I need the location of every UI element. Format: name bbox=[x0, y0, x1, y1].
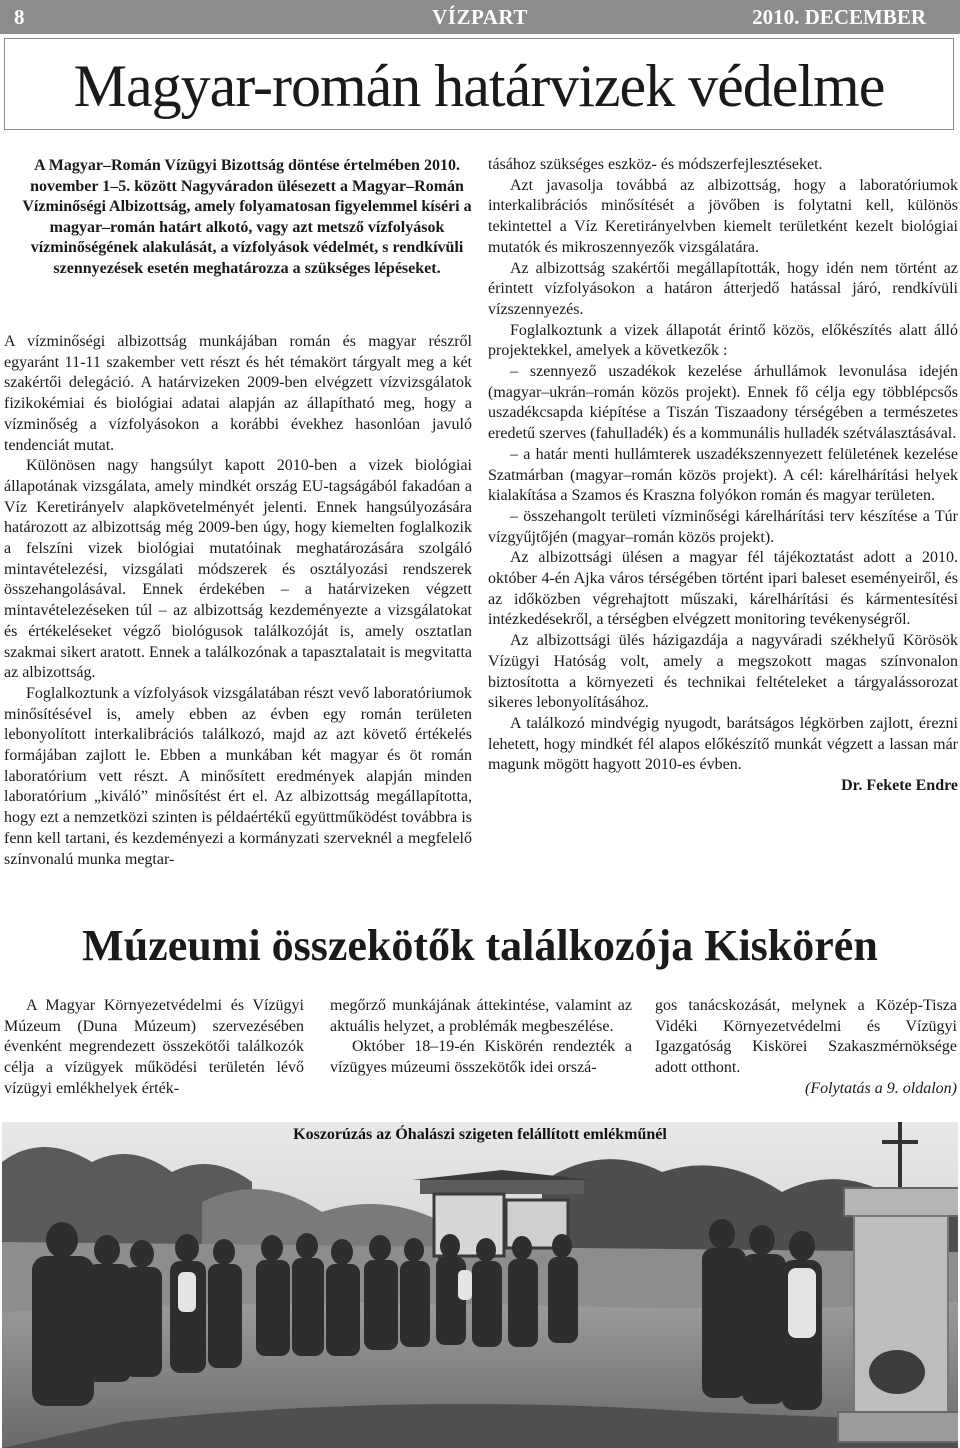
article-2-title: Múzeumi összekötők találkozója Kiskörén bbox=[82, 921, 878, 970]
paragraph: – a határ menti hullámterek uszadékszennyezett felületének kezelése Szatmárban (magyar–román közös projekt). A cél: kárelhárítási helyek kialakítása a Szamos és Kraszna folyókon román és magyar területen. bbox=[488, 445, 958, 505]
paragraph: Foglalkoztunk a vizek állapotát érintő közös, előkészítés alatt álló projektekkel, amelyek a következők : bbox=[488, 321, 958, 360]
article-author: Dr. Fekete Endre bbox=[841, 777, 958, 795]
paragraph: Október 18–19-én Kiskörén rendezték a vízügyes múzeumi összekötők idei orszá- bbox=[330, 1038, 632, 1077]
photo-illustration bbox=[2, 1122, 958, 1448]
page-number: 8 bbox=[14, 5, 25, 29]
paragraph: Azt javasolja továbbá az albizottság, hogy a laboratóriumok interkalibrációs minősítését a jövőben is folytatni kell, különös tekintettel a Víz Keretirányelvben kiemelt területként kezelt biológiai mutatók és mikroszennyezők vizsgálatára. bbox=[488, 176, 958, 256]
paragraph: Az albizottsági ülés házigazdája a nagyváradi székhelyű Körösök Vízügyi Hatóság volt, amely a megszokott magas színvonalon biztosította a környezeti és technikai feltételeket a tárgyalássorozat sikeres lebonyolításához. bbox=[488, 632, 958, 712]
paragraph: – összehangolt területi vízminőségi kárelhárítási terv készítése a Túr vízgyűjtőjén (magyar–román közös projekt). bbox=[488, 507, 958, 546]
paragraph: Különösen nagy hangsúlyt kapott 2010-ben a vizek biológiai állapotának vizsgálata, amely mindkét ország EU-tagságából fakadóan a Víz Keretirányelv alapkövetelményét jelenti. Ennek hangsúlyozására határozott az albizottság még 2009-ben úgy, hogy kiemelten foglalkozik a felszíni vizek biológiai mutatóinak meghatározására szolgáló mintavételezési, vizsgálati módszerek és osztályozási rendszerek összehangolásával. Ennek érdekében – a határvizeken végzett mintavételezéseken túl – az albizottság kezdeményezte a vizsgálatokat és értékeléseket végző biológusok találkozóját is, amely osztatlan szakmai sikert aratott. Ennek a találkozónak a tapasztalatait is megvitatta az albizottság. bbox=[4, 457, 472, 682]
paragraph: megőrző munkájának áttekintése, valamint az aktuális helyzet, a problémák megbeszélése. bbox=[330, 997, 632, 1035]
publication-name: VÍZPART bbox=[432, 5, 528, 29]
issue-date: 2010. DECEMBER bbox=[752, 5, 926, 29]
paragraph: gos tanácskozását, melynek a Közép-Tisza Vidéki Környezetvédelmi és Vízügyi Igazgatóság Kiskörei Szakaszmérnöksége adott otthont. bbox=[655, 997, 957, 1077]
article-title-box bbox=[4, 38, 954, 130]
paragraph: Az albizottság szakértői megállapították, hogy idén nem történt az érintett vízfolyásokon a határon átterjedő hatással járó, rendkívüli vízszennyezés. bbox=[488, 259, 958, 318]
paragraph: Az albizottsági ülésen a magyar fél tájékoztatást adott a 2010. október 4-én Ajka város térségében történt ipari baleset eseményeiről, és az időközben végrehajtott műszaki, kárelhárítási és kármentesítési intézkedésekről, a térségben elvégzett monitoring tevékenységről. bbox=[488, 549, 958, 629]
paragraph: tásához szükséges eszköz- és módszerfejlesztéseket. bbox=[488, 156, 823, 173]
article-2-column-1 bbox=[4, 996, 304, 1100]
photo bbox=[2, 1122, 958, 1448]
article-column-1 bbox=[4, 332, 472, 870]
article-title: Magyar-román határvizek védelme bbox=[73, 53, 885, 119]
photo-caption: Koszorúzás az Óhalászi szigeten felállított emlékműnél bbox=[293, 1126, 667, 1143]
paragraph: Foglalkoztunk a vízfolyások vizsgálatában részt vevő laboratóriumok minősítésével is, amely ebben az évben egy román területen lebonyolított interkalibrációs találkozó, majd az azt követő értékelés formájában zajlott le. Ebben a munkában két magyar és öt román laboratórium vett részt. A minősített eredmények alapján minden laboratórium „kiváló” minősítést ért el. Az albizottság megállapította, hogy ezt a nemzetközi szinten is példaértékű együttműködést továbbra is fenn kell tartani, és kezdeményezi a kormányzati szerveknél a megfelelő színvonalú munka megtar- bbox=[4, 684, 472, 868]
paragraph: A vízminőségi albizottság munkájában román és magyar részről egyaránt 11-11 szakember vett részt és hét témakört tárgyalt meg a két szakértői delegáció. A határvizeken 2009-ben elvégzett vízvizsgálatok fizikokémiai és biológiai adatai alapján az állapítható meg, hogy a vízminőség a vízfolyásokon a korábbi évekhez hasonlóan javuló tendenciát mutat. bbox=[4, 333, 472, 454]
paragraph: – szennyező uszadékok kezelése árhullámok levonulása idején (magyar–ukrán–román közös projekt). Ennek fő célja egy többlépcsős uszadékcsapda kiépítése a Tiszán Tiszaadony térségében a természetes eredetű szerves (fahulladék) és a kommunális hulladék szétválasztásával. bbox=[488, 363, 958, 443]
continuation-note: (Folytatás a 9. oldalon) bbox=[805, 1079, 957, 1097]
article-column-2 bbox=[488, 155, 958, 797]
article-2-column-3 bbox=[655, 996, 957, 1100]
article-2-column-2 bbox=[330, 996, 632, 1079]
article-lead: A Magyar–Román Vízügyi Bizottság döntése értelmében 2010. november 1–5. között Nagyváradon ülésezett a Magyar–Román Vízminőségi Albizottság, amely folyamatosan figyelemmel kíséri a magyar–román határt alkotó, vagy azt metsző vízfolyások vízminőségének alakulását, a vízfolyások védelmét, s rendkívüli szennyezések esetén meghatározza a szükséges lépéseket. bbox=[22, 157, 472, 277]
paragraph: A Magyar Környezetvédelmi és Vízügyi Múzeum (Duna Múzeum) szervezésében évenként megrendezett összekötői találkozók célja a vízügyek működési területén lévő vízügyi emlékhelyek érték- bbox=[4, 997, 304, 1097]
page-header bbox=[0, 0, 960, 34]
paragraph: A találkozó mindvégig nyugodt, barátságos légkörben zajlott, érezni lehetett, hogy mindkét fél alapos előkészítő munkát végzett a lassan már magunk mögött hagyott 2010-es évben. bbox=[488, 714, 958, 774]
